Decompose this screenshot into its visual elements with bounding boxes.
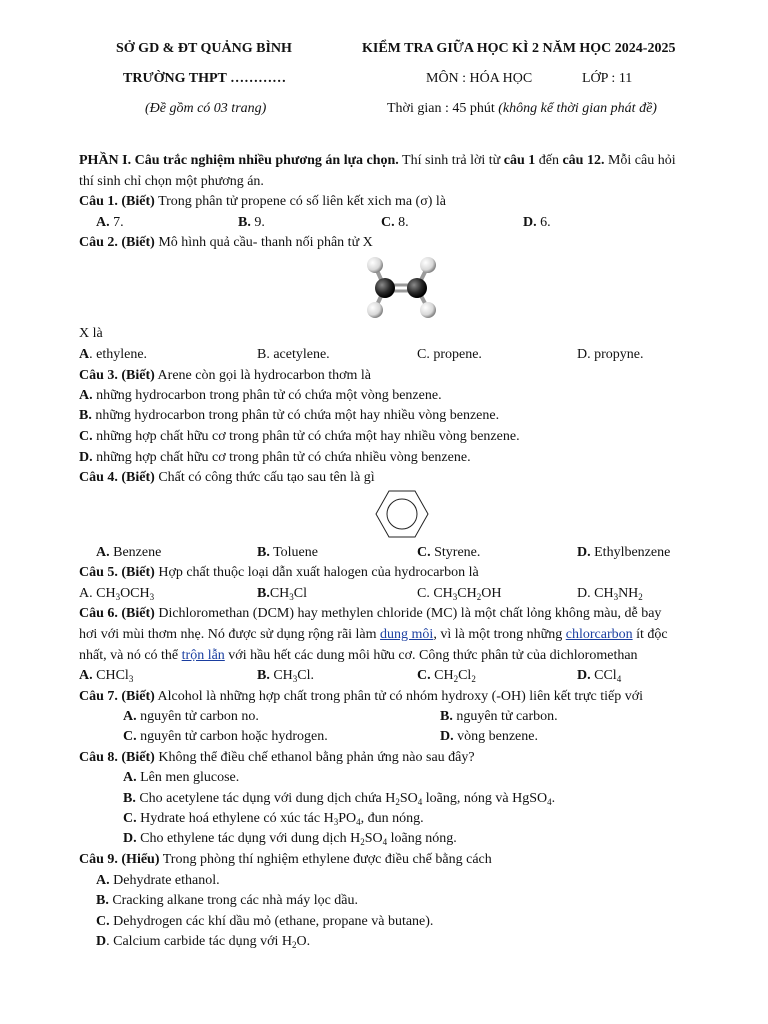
q5-option-b: $B.CH_3Cl$ — [257, 586, 308, 602]
q8-option-c: C. Hydrate hoá ethylene có xúc tác $H_3PO_4$, đun nóng. — [123, 811, 424, 827]
q4-option-b: B. Toluene — [257, 545, 318, 560]
question-9: Câu 9. (Hiểu) Trong phòng thí nghiệm ethylene được điều chế bằng cách — [79, 852, 492, 867]
q4-option-a: A. Benzene — [96, 545, 162, 560]
q1-option-b: B. 9. — [238, 215, 265, 230]
q6-option-a: A. CHCl$_3$ — [79, 668, 134, 684]
q3-option-b: B. những hydrocarbon trong phân tử có chứa một hay nhiều vòng benzene. — [79, 408, 500, 423]
school-name: TRƯỜNG THPT ………… — [123, 71, 287, 86]
q7-option-d: D. vòng benzene. — [440, 729, 538, 744]
question-5: Câu 5. (Biết) Hợp chất thuộc loại dẫn xuất halogen của hydrocarbon là — [79, 565, 479, 580]
q5-option-c: C. $CH_3CH_2OH$ — [417, 586, 502, 602]
q4-option-c: C. Styrene. — [417, 545, 481, 560]
q1-option-d: D. 6. — [523, 215, 551, 230]
question-8: Câu 8. (Biết) Không thể điều chế ethanol bằng phản ứng nào sau đây? — [79, 750, 475, 765]
q9-option-b: B. Cracking alkane trong các nhà máy lọc dầu. — [96, 893, 359, 908]
q8-option-b: B. Cho acetylene tác dụng với dung dịch chứa $H_2SO_4$ loãng, nóng và HgSO$_4$. — [123, 791, 556, 807]
question-1: Câu 1. (Biết) Trong phân tử propene có số liên kết xich ma (σ) là — [79, 194, 447, 209]
q5-option-d: D. $CH_3NH_2$ — [577, 586, 643, 602]
subject: MÔN : HÓA HỌC — [426, 71, 533, 86]
question-7: Câu 7. (Biết) Alcohol là những hợp chất trong phân tử có nhóm hydroxy (-OH) liên kết trực tiếp với — [79, 689, 644, 704]
question-3: Câu 3. (Biết) Arene còn gọi là hydrocarbon thơm là — [79, 368, 372, 383]
q3-option-d: D. những hợp chất hữu cơ trong phân tử có chứa nhiều vòng benzene. — [79, 450, 471, 465]
question-6: Câu 6. (Biết) Dichloromethan (DCM) hay methylen chloride (MC) là một chất lỏng không màu, dễ bay — [79, 606, 662, 621]
q2-option-c: C. propene. — [417, 347, 482, 362]
q6-line-3: nhất, và nó có thể trộn lẫn với hầu hết các dung môi hữu cơ. Công thức phân tử của dichloromethan — [79, 648, 638, 663]
q6-option-d: D. CCl$_4$ — [577, 668, 622, 684]
q1-option-a: A. 7. — [96, 215, 124, 230]
link-tron-lan[interactable]: trộn lẫn — [181, 648, 225, 663]
q8-option-d: D. Cho ethylene tác dụng với dung dịch $H_2SO_4$ loãng nóng. — [123, 831, 457, 847]
q7-option-b: B. nguyên tử carbon. — [440, 709, 558, 724]
benzene-ring-structure — [374, 488, 430, 540]
q6-line-2: hơi với mùi thơm nhẹ. Nó được sử dụng rộng rãi làm dung môi, vì là một trong những chlorcarbon ít độc — [79, 627, 668, 642]
grade: LỚP : 11 — [582, 71, 633, 86]
q6-option-b: B. $CH_3Cl$. — [257, 668, 315, 684]
q5-option-a: A. $CH_3OCH_3$ — [79, 586, 155, 602]
time-limit: Thời gian : 45 phút (không kể thời gian phát đề) — [387, 101, 657, 116]
question-2: Câu 2. (Biết) Mô hình quả cầu- thanh nối phân tử X — [79, 235, 373, 250]
q2-x-la: X là — [79, 326, 103, 341]
link-dung-moi[interactable]: dung môi — [380, 627, 434, 642]
link-chlorcarbon[interactable]: chlorcarbon — [565, 627, 633, 642]
q6-option-c: C. $CH_2Cl_2$ — [417, 668, 476, 684]
question-4: Câu 4. (Biết) Chất có công thức cấu tạo sau tên là gì — [79, 470, 375, 485]
q8-option-a: A. Lên men glucose. — [123, 770, 240, 785]
q1-option-c: C. 8. — [381, 215, 409, 230]
q4-option-d: D. Ethylbenzene — [577, 545, 671, 560]
exam-title: KIỂM TRA GIỮA HỌC KÌ 2 NĂM HỌC 2024-2025 — [362, 41, 676, 56]
q7-option-c: C. nguyên tử carbon hoặc hydrogen. — [123, 729, 328, 744]
q3-option-c: C. những hợp chất hữu cơ trong phân tử có chứa một hay nhiều vòng benzene. — [79, 429, 520, 444]
q7-option-a: A. nguyên tử carbon no. — [123, 709, 259, 724]
ethylene-ball-stick-model — [360, 254, 446, 322]
q2-option-d: D. propyne. — [577, 347, 644, 362]
department-title: SỞ GD & ĐT QUẢNG BÌNH — [116, 41, 292, 56]
q3-option-a: A. những hydrocarbon trong phân tử có chứa một vòng benzene. — [79, 388, 442, 403]
pages-note: (Đề gồm có 03 trang) — [145, 101, 267, 116]
q9-option-c: C. Dehydrogen các khí dầu mỏ (ethane, propane và butane). — [96, 914, 434, 929]
q2-option-a: A. ethylene. — [79, 347, 148, 362]
q9-option-a: A. Dehydrate ethanol. — [96, 873, 220, 888]
q2-option-b: B. acetylene. — [257, 347, 330, 362]
part1-instruction: thí sinh chỉ chọn một phương án. — [79, 174, 264, 189]
part1-heading: PHẦN I. Câu trắc nghiệm nhiều phương án lựa chọn. Thí sinh trả lời từ câu 1 đến câu 12. Mỗi câu hỏi — [79, 153, 676, 168]
q9-option-d: D. Calcium carbide tác dụng với $H_2O$. — [96, 934, 311, 950]
